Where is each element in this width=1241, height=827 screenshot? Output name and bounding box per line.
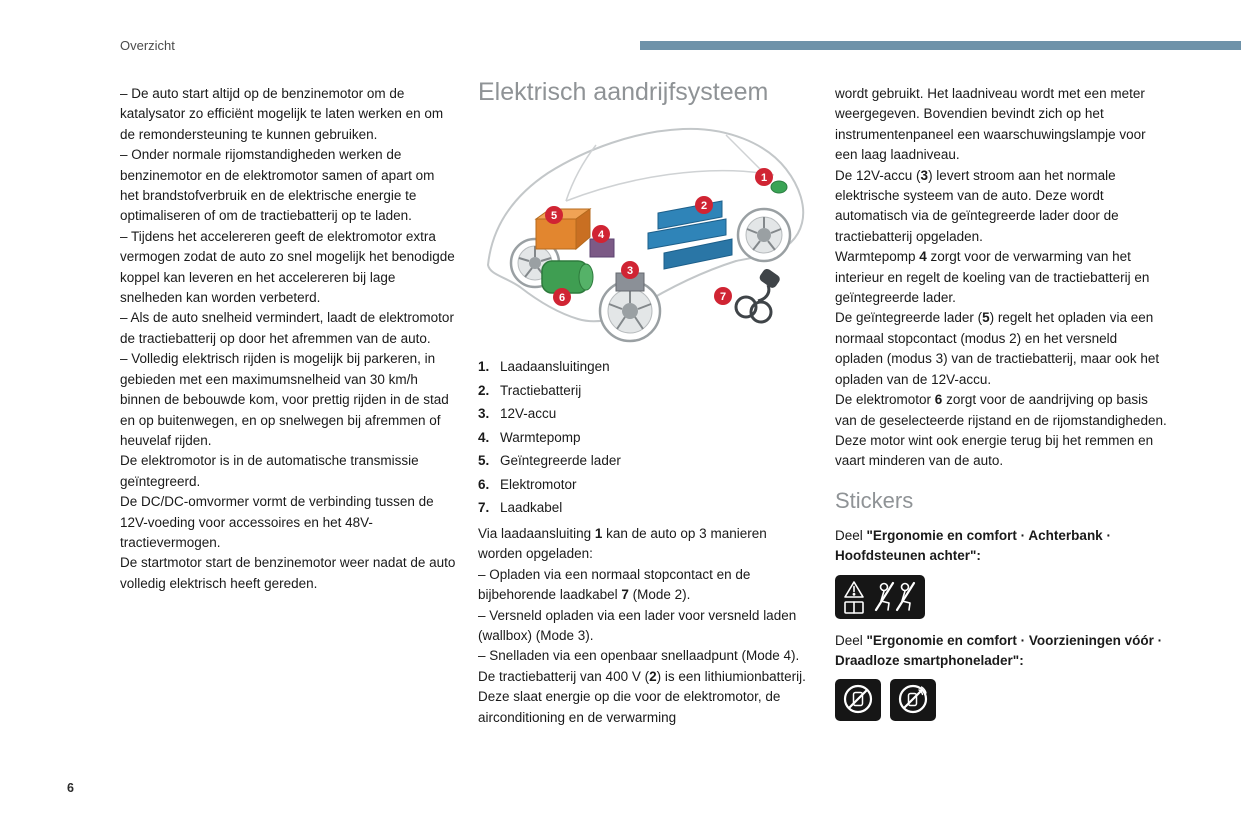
legend-item [478, 498, 814, 518]
legend-number: 4. [478, 429, 490, 445]
paragraph: – Snelladen via een openbaar snellaadpunt (Mode 4). [478, 648, 800, 664]
svg-text:5: 5 [550, 210, 558, 222]
stickers-title: Stickers [835, 487, 914, 513]
no-phone-sticker-icon [835, 679, 881, 721]
svg-text:4: 4 [597, 229, 605, 241]
no-phone-waves-sticker-icon [890, 679, 936, 721]
legend-label: Tractiebatterij [500, 382, 582, 398]
paragraph: – De auto start altijd op de benzinemotor om de katalysator zo efficiënt mogelijk te laten werken en om de remondersteuning te kunnen gebruiken. [120, 86, 444, 142]
legend-number: 7. [478, 500, 490, 515]
middle-paragraphs [478, 524, 814, 728]
diagram-marker-6 [553, 288, 571, 306]
sticker-note: Deel "Ergonomie en comfort · Achterbank · Hoofdsteunen achter": [835, 527, 1111, 564]
warning-book-headrest-sticker-icon [835, 575, 925, 619]
middle-column [478, 78, 814, 728]
diagram-legend [478, 357, 814, 518]
paragraph: De elektromotor 6 zorgt voor de aandrijving op basis van de geselecteerde rijstand en de rijomstandigheden. Deze motor wint ook energie terug bij het remmen en vaart minderen van de auto. [835, 392, 1167, 469]
diagram-marker-4 [592, 225, 610, 243]
rear-wheel [738, 209, 790, 261]
sticker-image-headrest [835, 575, 925, 619]
svg-text:2: 2 [700, 200, 708, 212]
page-title: Elektrisch aandrijfsysteem [478, 78, 769, 106]
paragraph: De 12V-accu (3) levert stroom aan het normale elektrische systeem van de auto. Deze wordt automatisch via de geïntegreerde lader door de tractiebatterij opgeladen. [835, 167, 1119, 244]
svg-text:6: 6 [558, 292, 566, 304]
paragraph: – Onder normale rijomstandigheden werken de benzinemotor en de elektromotor samen of apart om het brandstofverbruik en de elektrische energie te optimaliseren of om de tractiebatterij op te laden. [120, 147, 435, 224]
legend-label: Elektromotor [500, 476, 577, 492]
legend-label: Geïntegreerde lader [500, 453, 621, 468]
paragraph: Warmtepomp 4 zorgt voor de verwarming van het interieur en regelt de koeling van de tractiebatterij en geïntegreerde lader. [835, 249, 1150, 306]
legend-item [478, 428, 814, 448]
sticker-image-no-phone-waves [890, 679, 936, 721]
paragraph: Via laadaansluiting 1 kan de auto op 3 manieren worden opgeladen: [478, 526, 767, 562]
left-column [120, 84, 456, 594]
legend-item [478, 404, 814, 424]
diagram-marker-2 [695, 196, 713, 214]
legend-label: Laadaansluitingen [500, 359, 610, 374]
diagram-marker-7 [714, 287, 732, 305]
sticker-note: Deel "Ergonomie en comfort · Voorzieningen vóór · Draadloze smartphonelader": [835, 632, 1163, 668]
legend-number: 2. [478, 382, 490, 398]
paragraph: – Volledig elektrisch rijden is mogelijk bij parkeren, in gebieden met een maximumsnelheid van 30 km/h binnen de bebouwde kom, voor prettig rijden in de stad en op buitenwegen, en op snelwegen bij afremmen of heuvelaf rijden. [120, 351, 449, 448]
legend-item [478, 451, 814, 471]
charging-cable [736, 269, 779, 322]
right-column [835, 84, 1167, 721]
paragraph: – Tijdens het accelereren geeft de elektromotor extra vermogen zodat de auto zo snel mogelijk het benodigde koppel kan leveren en het accelereren bij lage snelheden kan worden verbeterd. [120, 228, 455, 306]
sticker-image-no-phone [835, 679, 881, 721]
paragraph: – Opladen via een normaal stopcontact en de bijbehorende laadkabel 7 (Mode 2). [478, 566, 751, 603]
paragraph: De startmotor start de benzinemotor weer nadat de auto volledig elektrisch heeft gereden. [120, 555, 456, 591]
paragraph: De DC/DC-omvormer vormt de verbinding tussen de 12V-voeding voor accessoires en het 48V-tractievermogen. [120, 494, 434, 550]
svg-text:1: 1 [760, 172, 768, 184]
page-number: 6 [67, 781, 74, 795]
svg-text:7: 7 [719, 291, 727, 303]
diagram-marker-5 [545, 206, 563, 224]
svg-text:3: 3 [626, 265, 634, 277]
paragraph: – Als de auto snelheid vermindert, laadt de elektromotor de tractiebatterij op door het afremmen van de auto. [120, 310, 454, 346]
legend-label: 12V-accu [500, 406, 557, 421]
accent-bar [640, 41, 1241, 50]
legend-number: 6. [478, 476, 490, 492]
legend-number: 5. [478, 453, 490, 468]
paragraph: De elektromotor is in de automatische transmissie geïntegreerd. [120, 453, 419, 489]
paragraph: wordt gebruikt. Het laadniveau wordt met een meter weergegeven. Bovendien bevindt zich op het instrumentenpaneel een waarschuwingslampje voor een laag laadniveau. [835, 86, 1146, 163]
sticker-image-row [835, 679, 1167, 721]
legend-label: Laadkabel [500, 500, 563, 515]
legend-item [478, 381, 814, 401]
legend-item [478, 357, 814, 377]
legend-number: 3. [478, 406, 490, 421]
diagram-marker-1 [755, 168, 773, 186]
paragraph: De geïntegreerde lader (5) regelt het opladen via een normaal stopcontact (modus 2) en het versneld opladen (modus 3) van de tractiebatterij, maar ook het opladen van de 12V-accu. [835, 310, 1160, 387]
paragraph: De tractiebatterij van 400 V (2) is een lithiumionbatterij. Deze slaat energie op die voor de elektromotor, de airconditioning en de verwarming [478, 668, 806, 725]
legend-label: Warmtepomp [500, 429, 581, 445]
legend-item [478, 475, 814, 495]
diagram-marker-3 [621, 261, 639, 279]
charge-port [771, 181, 787, 193]
section-header: Overzicht [120, 38, 175, 53]
paragraph: – Versneld opladen via een lader voor versneld laden (wallbox) (Mode 3). [478, 607, 797, 644]
electric-motor-shape [542, 261, 593, 293]
electric-drivetrain-diagram [478, 115, 810, 347]
legend-number: 1. [478, 359, 490, 374]
